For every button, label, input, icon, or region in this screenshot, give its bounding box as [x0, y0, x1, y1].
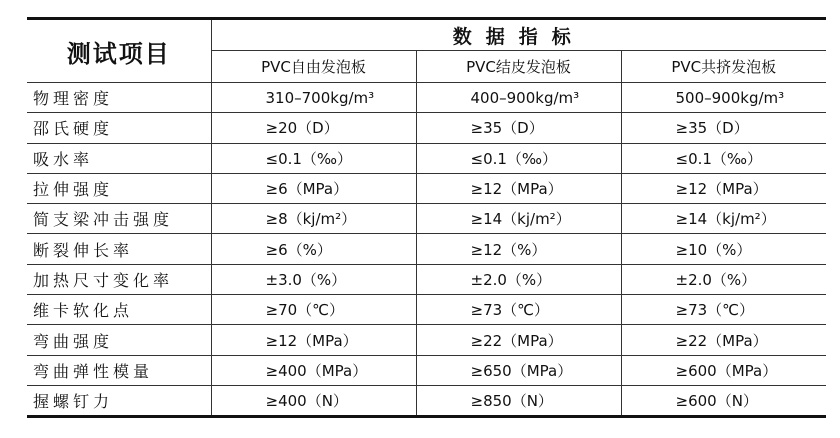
cell-value: ≥600（N）: [621, 385, 826, 416]
cell-value: ≤0.1（‰）: [416, 143, 621, 173]
cell-value: ≥12（MPa）: [416, 173, 621, 203]
cell-value: ≥400（MPa）: [211, 355, 416, 385]
table-row: [27, 325, 826, 355]
cell-value: ≥14（kj/m²）: [621, 204, 826, 234]
header-row-group: [27, 19, 826, 51]
table-row: [27, 204, 826, 234]
cell-value: ≥6（%）: [211, 234, 416, 264]
table-row: [27, 234, 826, 264]
cell-value: ≥600（MPa）: [621, 355, 826, 385]
column-header-coextruded-foam: PVC共挤发泡板: [621, 51, 826, 83]
cell-value: 500–900kg/m³: [621, 83, 826, 113]
cell-value: 310–700kg/m³: [211, 83, 416, 113]
row-name: 弯曲强度: [27, 325, 211, 355]
cell-value: ≥22（MPa）: [416, 325, 621, 355]
row-name: 吸水率: [27, 143, 211, 173]
table-row: [27, 355, 826, 385]
cell-value: ≥10（%）: [621, 234, 826, 264]
column-header-free-foam: PVC自由发泡板: [211, 51, 416, 83]
cell-value: ≥400（N）: [211, 385, 416, 416]
cell-value: ≥12（MPa）: [211, 325, 416, 355]
row-name: 维卡软化点: [27, 295, 211, 325]
cell-value: ≥12（MPa）: [621, 173, 826, 203]
row-name: 弯曲弹性模量: [27, 355, 211, 385]
cell-value: ≤0.1（‰）: [211, 143, 416, 173]
table-row: [27, 173, 826, 203]
table-row: [27, 295, 826, 325]
table-row: [27, 264, 826, 294]
cell-value: ≥6（MPa）: [211, 173, 416, 203]
cell-value: ≥35（D）: [416, 113, 621, 143]
cell-value: ≥22（MPa）: [621, 325, 826, 355]
column-header-skin-foam: PVC结皮发泡板: [416, 51, 621, 83]
cell-value: ±3.0（%）: [211, 264, 416, 294]
spec-table: [27, 17, 826, 418]
cell-value: ≥35（D）: [621, 113, 826, 143]
cell-value: ≥70（℃）: [211, 295, 416, 325]
row-name: 断裂伸长率: [27, 234, 211, 264]
cell-value: ±2.0（%）: [621, 264, 826, 294]
cell-value: ≥14（kj/m²）: [416, 204, 621, 234]
row-name: 邵氏硬度: [27, 113, 211, 143]
cell-value: ≥73（℃）: [416, 295, 621, 325]
cell-value: ≥12（%）: [416, 234, 621, 264]
cell-value: ≥73（℃）: [621, 295, 826, 325]
cell-value: ±2.0（%）: [416, 264, 621, 294]
cell-value: ≥650（MPa）: [416, 355, 621, 385]
cell-value: ≥8（kj/m²）: [211, 204, 416, 234]
cell-value: ≥850（N）: [416, 385, 621, 416]
table-row: [27, 385, 826, 416]
cell-value: ≤0.1（‰）: [621, 143, 826, 173]
cell-value: ≥20（D）: [211, 113, 416, 143]
row-name: 加热尺寸变化率: [27, 264, 211, 294]
table-row: [27, 83, 826, 113]
test-item-header: 测试项目: [27, 19, 211, 83]
table-row: [27, 113, 826, 143]
cell-value: 400–900kg/m³: [416, 83, 621, 113]
data-spec-header: 数据指标: [211, 19, 826, 51]
table-row: [27, 143, 826, 173]
row-name: 拉伸强度: [27, 173, 211, 203]
spec-table-container: [27, 17, 826, 418]
row-name: 握螺钉力: [27, 385, 211, 416]
row-name: 简支梁冲击强度: [27, 204, 211, 234]
row-name: 物理密度: [27, 83, 211, 113]
